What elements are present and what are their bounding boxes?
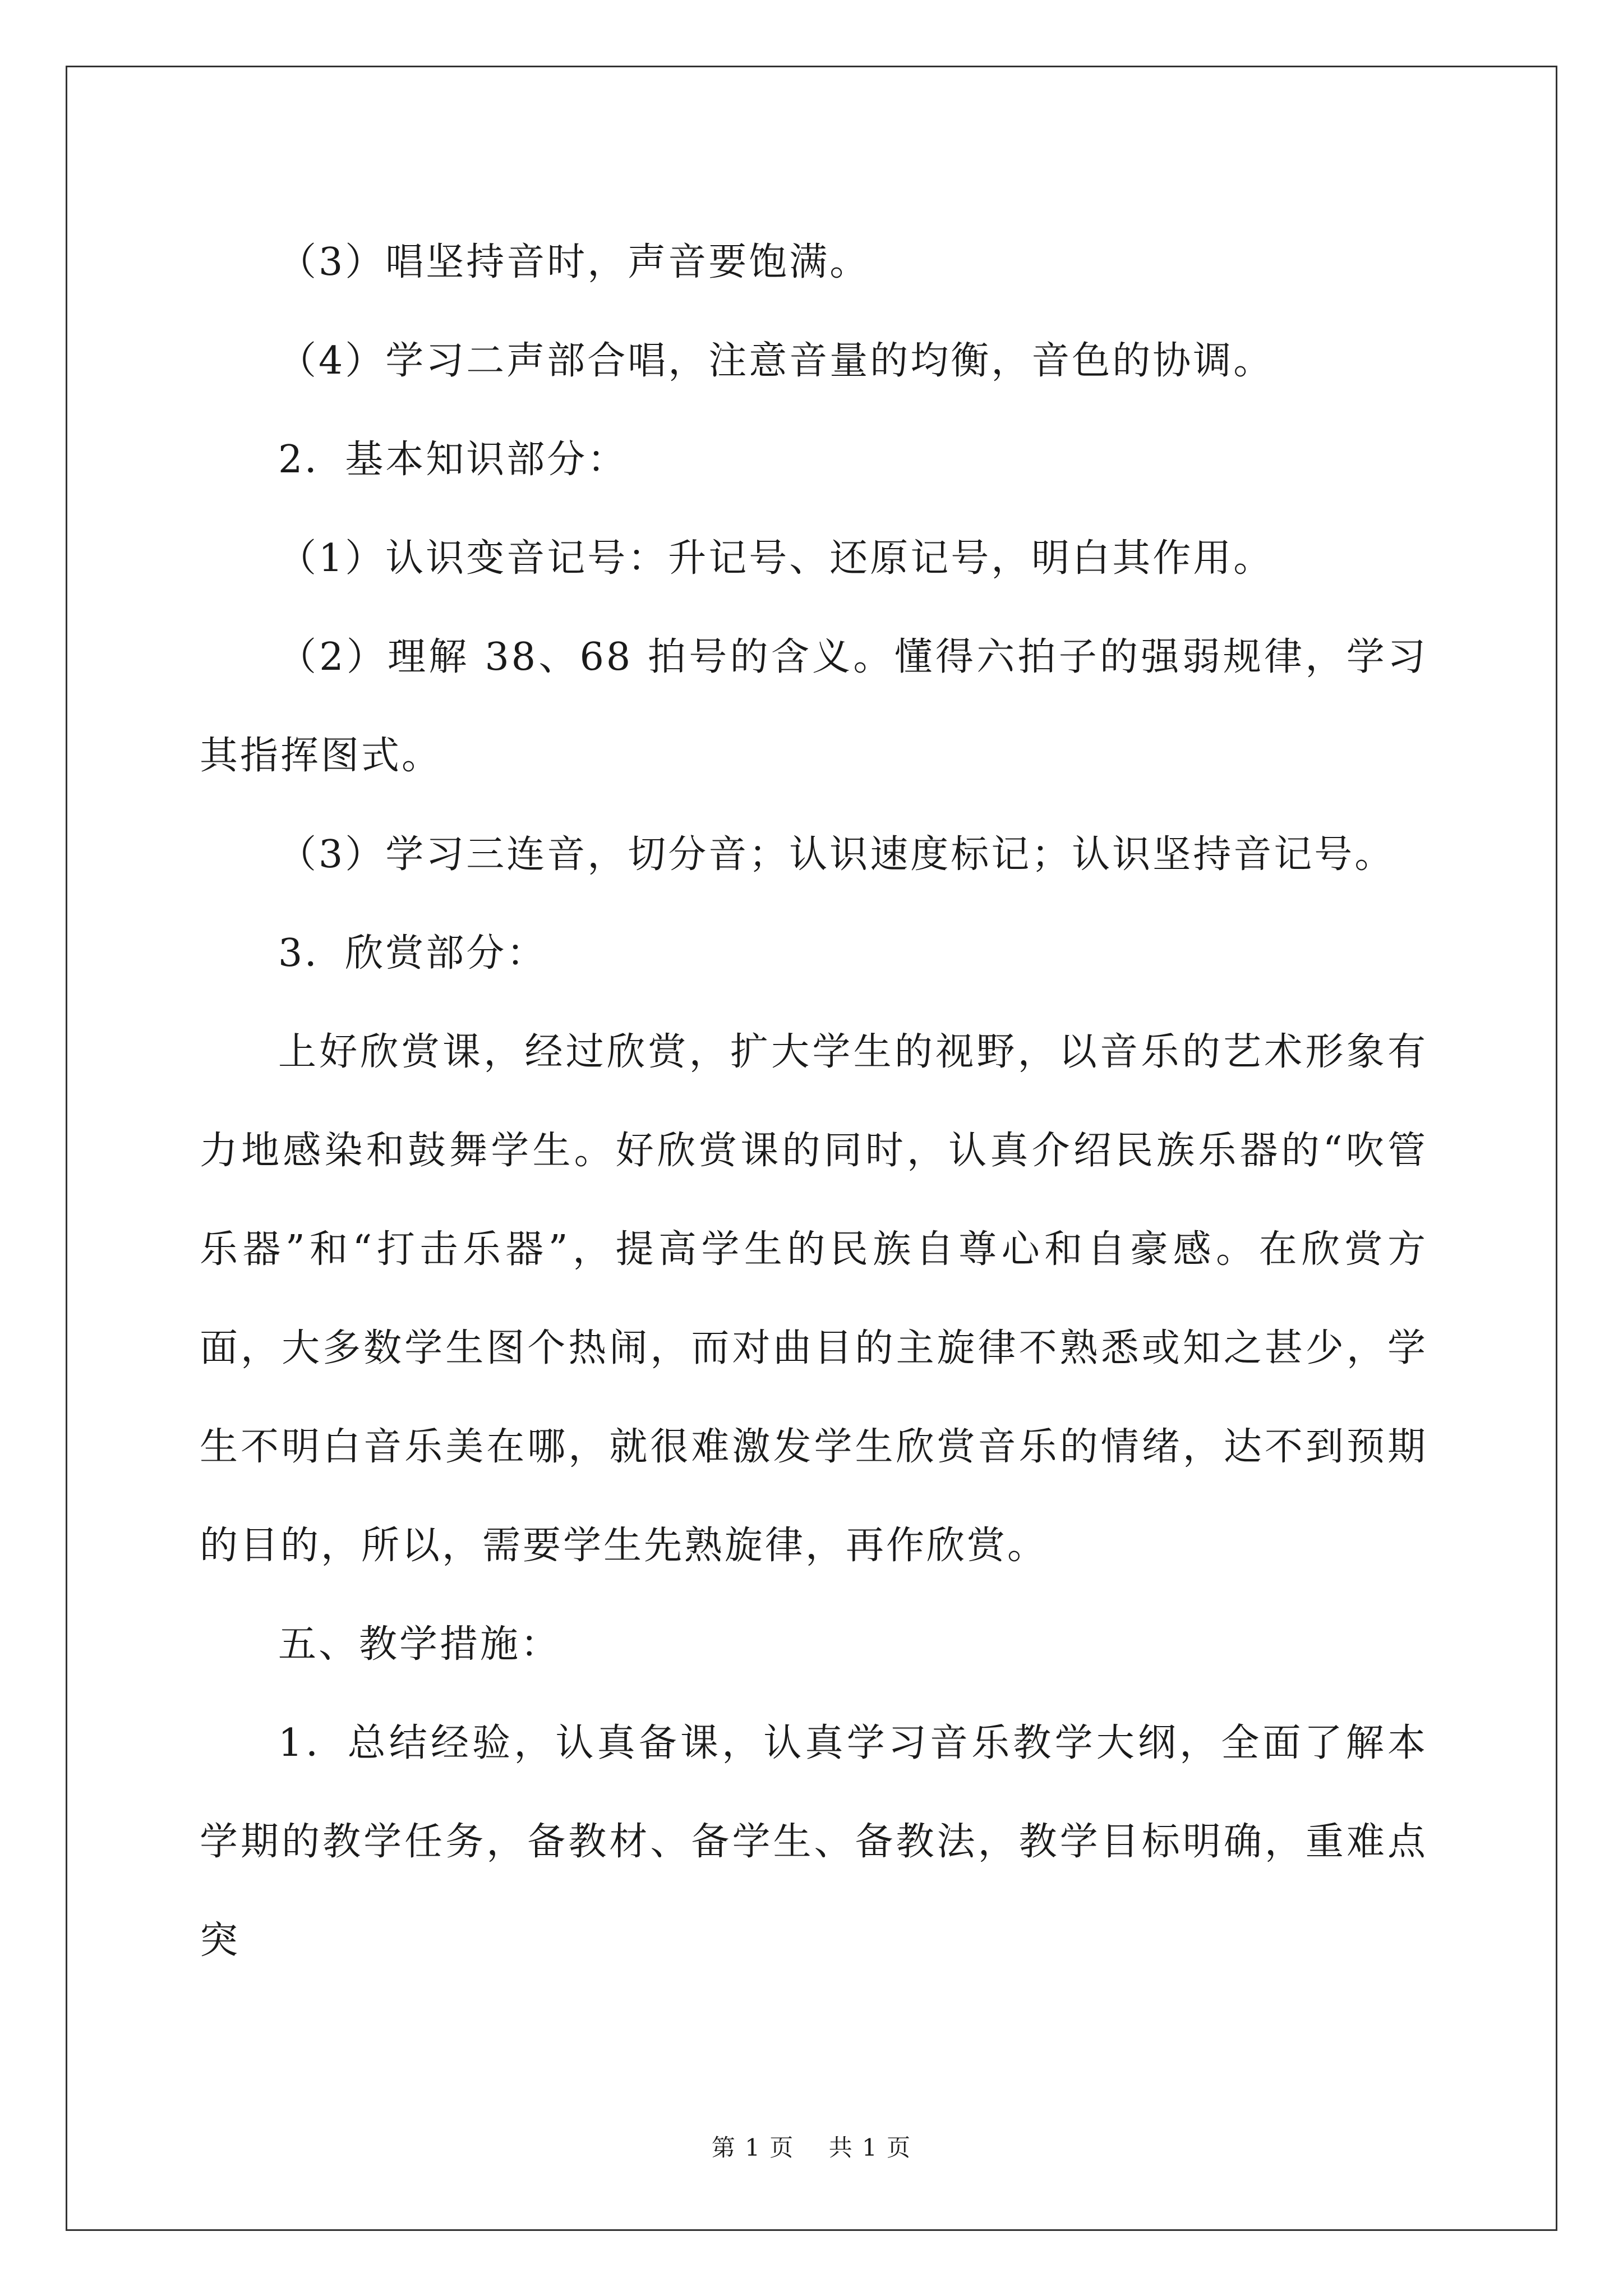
section-heading: 2．基本知识部分：: [278, 438, 628, 482]
paragraph: （1）认识变音记号：升记号、还原记号，明白其作用。: [278, 536, 1274, 581]
paragraph: （3）唱坚持音时，声音要饱满。: [278, 240, 870, 284]
page-number: 第 1 页: [711, 2134, 795, 2161]
paragraph: （4）学习二声部合唱，注意音量的均衡，音色的协调。: [278, 339, 1274, 383]
paragraph: （2）理解 38、68 拍号的含义。懂得六拍子的强弱规律，学习其指挥图式。: [200, 635, 1428, 778]
page-total: 共 1 页: [828, 2134, 912, 2161]
section-heading: 五、教学措施：: [278, 1622, 561, 1667]
paragraph: 上好欣赏课，经过欣赏，扩大学生的视野，以音乐的艺术形象有力地感染和鼓舞学生。好欣赏课的同时，认真介绍民族乐器的“吹管乐器”和“打击乐器”，提高学生的民族自尊心和自豪感。在欣赏方面，大多数学生图个热闹，而对曲目的主旋律不熟悉或知之甚少，学生不明白音乐美在哪，就很难激发学生欣赏音乐的情绪，达不到预期的目的，所以，需要学生先熟旋律，再作欣赏。: [200, 1030, 1428, 1568]
paragraph: （3）学习三连音，切分音；认识速度标记；认识坚持音记号。: [278, 832, 1395, 877]
document-body: [200, 213, 1428, 1990]
section-heading: 3．欣赏部分：: [278, 931, 547, 976]
page-footer: [0, 2129, 1623, 2163]
paragraph: 1．总结经验，认真备课，认真学习音乐教学大纲，全面了解本学期的教学任务，备教材、备学生、备教法，教学目标明确，重难点突: [200, 1721, 1428, 1963]
